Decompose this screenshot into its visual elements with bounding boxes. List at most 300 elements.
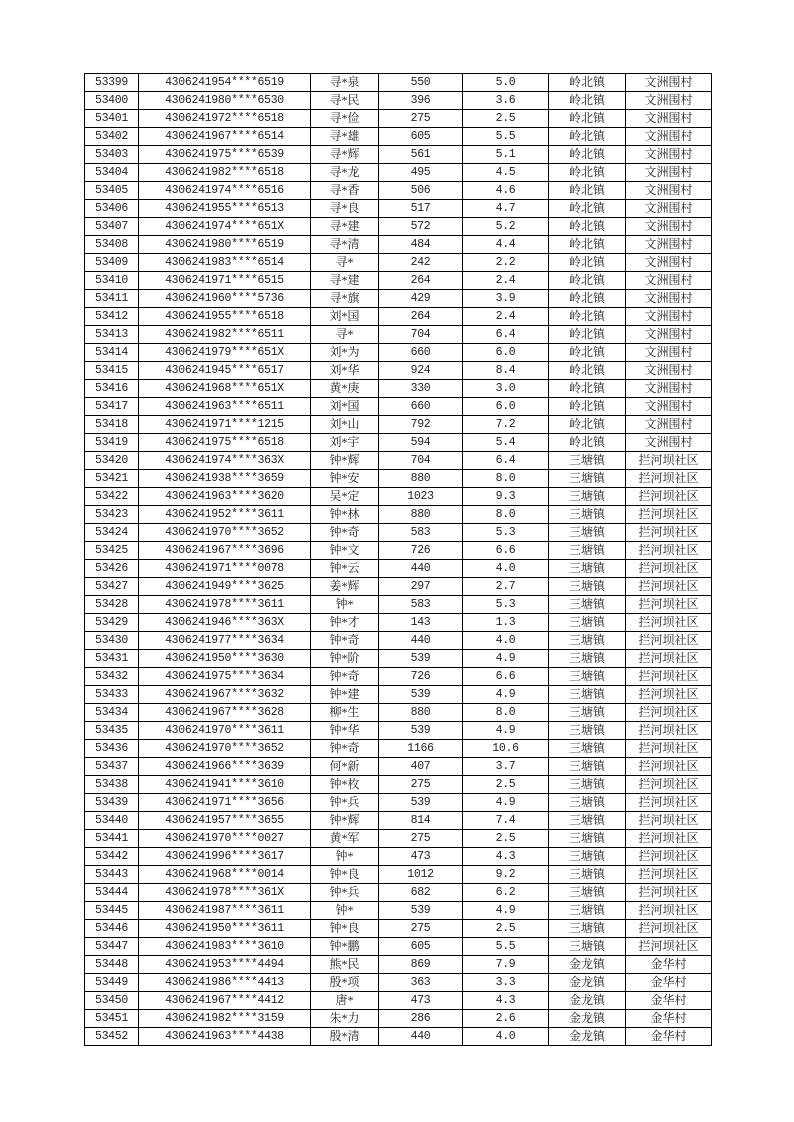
village-cell: 文洲围村 — [626, 146, 712, 164]
amount-cell: 264 — [379, 272, 463, 290]
table-row — [85, 686, 712, 704]
town-cell: 三塘镇 — [549, 632, 626, 650]
row-number-cell: 53434 — [85, 704, 139, 722]
village-cell: 金华村 — [626, 974, 712, 992]
town-cell: 三塘镇 — [549, 704, 626, 722]
person-name-cell: 寻* — [311, 254, 379, 272]
row-number-cell: 53416 — [85, 380, 139, 398]
value-cell: 2.5 — [463, 830, 549, 848]
row-number-cell: 53426 — [85, 560, 139, 578]
value-cell: 2.5 — [463, 920, 549, 938]
person-name-cell: 寻*雄 — [311, 128, 379, 146]
town-cell: 三塘镇 — [549, 794, 626, 812]
village-cell: 拦河坝社区 — [626, 524, 712, 542]
person-name-cell: 寻*良 — [311, 200, 379, 218]
id-number-cell: 4306241945****6517 — [139, 362, 311, 380]
amount-cell: 363 — [379, 974, 463, 992]
village-cell: 文洲围村 — [626, 416, 712, 434]
table-row — [85, 938, 712, 956]
value-cell: 7.2 — [463, 416, 549, 434]
row-number-cell: 53421 — [85, 470, 139, 488]
row-number-cell: 53436 — [85, 740, 139, 758]
person-name-cell: 寻*泉 — [311, 74, 379, 92]
row-number-cell: 53438 — [85, 776, 139, 794]
value-cell: 3.0 — [463, 380, 549, 398]
person-name-cell: 钟*阶 — [311, 650, 379, 668]
id-number-cell: 4306241960****5736 — [139, 290, 311, 308]
id-number-cell: 4306241987****3611 — [139, 902, 311, 920]
village-cell: 拦河坝社区 — [626, 488, 712, 506]
row-number-cell: 53417 — [85, 398, 139, 416]
id-number-cell: 4306241967****4412 — [139, 992, 311, 1010]
amount-cell: 440 — [379, 1028, 463, 1046]
value-cell: 4.3 — [463, 992, 549, 1010]
person-name-cell: 钟*华 — [311, 722, 379, 740]
table-row — [85, 92, 712, 110]
town-cell: 岭北镇 — [549, 290, 626, 308]
person-name-cell: 钟*安 — [311, 470, 379, 488]
village-cell: 拦河坝社区 — [626, 722, 712, 740]
person-name-cell: 钟* — [311, 596, 379, 614]
village-cell: 拦河坝社区 — [626, 758, 712, 776]
table-row — [85, 164, 712, 182]
id-number-cell: 4306241977****3634 — [139, 632, 311, 650]
town-cell: 三塘镇 — [549, 686, 626, 704]
value-cell: 8.0 — [463, 470, 549, 488]
amount-cell: 561 — [379, 146, 463, 164]
value-cell: 4.0 — [463, 560, 549, 578]
value-cell: 4.6 — [463, 182, 549, 200]
table-row — [85, 218, 712, 236]
table-row — [85, 758, 712, 776]
person-name-cell: 寻* — [311, 326, 379, 344]
row-number-cell: 53405 — [85, 182, 139, 200]
village-cell: 文洲围村 — [626, 308, 712, 326]
town-cell: 三塘镇 — [549, 578, 626, 596]
row-number-cell: 53410 — [85, 272, 139, 290]
town-cell: 岭北镇 — [549, 146, 626, 164]
amount-cell: 143 — [379, 614, 463, 632]
row-number-cell: 53407 — [85, 218, 139, 236]
value-cell: 4.9 — [463, 686, 549, 704]
value-cell: 6.4 — [463, 326, 549, 344]
person-name-cell: 殷*项 — [311, 974, 379, 992]
amount-cell: 583 — [379, 524, 463, 542]
town-cell: 三塘镇 — [549, 722, 626, 740]
person-name-cell: 钟*兵 — [311, 884, 379, 902]
town-cell: 岭北镇 — [549, 128, 626, 146]
id-number-cell: 4306241950****3611 — [139, 920, 311, 938]
village-cell: 拦河坝社区 — [626, 632, 712, 650]
amount-cell: 429 — [379, 290, 463, 308]
village-cell: 拦河坝社区 — [626, 794, 712, 812]
table-row — [85, 704, 712, 722]
amount-cell: 814 — [379, 812, 463, 830]
id-number-cell: 4306241978****361X — [139, 884, 311, 902]
town-cell: 三塘镇 — [549, 506, 626, 524]
person-name-cell: 唐* — [311, 992, 379, 1010]
town-cell: 岭北镇 — [549, 308, 626, 326]
person-name-cell: 黄*军 — [311, 830, 379, 848]
amount-cell: 572 — [379, 218, 463, 236]
row-number-cell: 53414 — [85, 344, 139, 362]
village-cell: 文洲围村 — [626, 200, 712, 218]
amount-cell: 550 — [379, 74, 463, 92]
village-cell: 文洲围村 — [626, 218, 712, 236]
person-name-cell: 熊*民 — [311, 956, 379, 974]
village-cell: 拦河坝社区 — [626, 866, 712, 884]
table-row — [85, 866, 712, 884]
person-name-cell: 钟*辉 — [311, 452, 379, 470]
town-cell: 三塘镇 — [549, 470, 626, 488]
value-cell: 4.9 — [463, 722, 549, 740]
row-number-cell: 53412 — [85, 308, 139, 326]
village-cell: 拦河坝社区 — [626, 542, 712, 560]
town-cell: 岭北镇 — [549, 110, 626, 128]
id-number-cell: 4306241954****6519 — [139, 74, 311, 92]
id-number-cell: 4306241982****3159 — [139, 1010, 311, 1028]
row-number-cell: 53404 — [85, 164, 139, 182]
person-name-cell: 刘*山 — [311, 416, 379, 434]
town-cell: 三塘镇 — [549, 776, 626, 794]
town-cell: 岭北镇 — [549, 200, 626, 218]
id-number-cell: 4306241971****0078 — [139, 560, 311, 578]
table-row — [85, 920, 712, 938]
amount-cell: 539 — [379, 902, 463, 920]
amount-cell: 473 — [379, 848, 463, 866]
table-row — [85, 344, 712, 362]
village-cell: 拦河坝社区 — [626, 686, 712, 704]
row-number-cell: 53400 — [85, 92, 139, 110]
person-name-cell: 柳*生 — [311, 704, 379, 722]
person-name-cell: 钟* — [311, 848, 379, 866]
town-cell: 岭北镇 — [549, 164, 626, 182]
town-cell: 金龙镇 — [549, 1028, 626, 1046]
amount-cell: 1166 — [379, 740, 463, 758]
village-cell: 拦河坝社区 — [626, 920, 712, 938]
table-row — [85, 596, 712, 614]
id-number-cell: 4306241975****6539 — [139, 146, 311, 164]
town-cell: 金龙镇 — [549, 956, 626, 974]
row-number-cell: 53433 — [85, 686, 139, 704]
row-number-cell: 53423 — [85, 506, 139, 524]
row-number-cell: 53441 — [85, 830, 139, 848]
table-row — [85, 902, 712, 920]
town-cell: 三塘镇 — [549, 560, 626, 578]
village-cell: 拦河坝社区 — [626, 848, 712, 866]
row-number-cell: 53430 — [85, 632, 139, 650]
town-cell: 岭北镇 — [549, 92, 626, 110]
table-row — [85, 308, 712, 326]
town-cell: 岭北镇 — [549, 398, 626, 416]
id-number-cell: 4306241982****6518 — [139, 164, 311, 182]
amount-cell: 440 — [379, 560, 463, 578]
value-cell: 3.9 — [463, 290, 549, 308]
id-number-cell: 4306241967****3632 — [139, 686, 311, 704]
town-cell: 岭北镇 — [549, 218, 626, 236]
person-name-cell: 寻*旗 — [311, 290, 379, 308]
amount-cell: 539 — [379, 794, 463, 812]
id-number-cell: 4306241974****651X — [139, 218, 311, 236]
row-number-cell: 53399 — [85, 74, 139, 92]
town-cell: 金龙镇 — [549, 974, 626, 992]
town-cell: 三塘镇 — [549, 524, 626, 542]
id-number-cell: 4306241975****3634 — [139, 668, 311, 686]
id-number-cell: 4306241980****6530 — [139, 92, 311, 110]
value-cell: 3.3 — [463, 974, 549, 992]
table-row — [85, 1010, 712, 1028]
row-number-cell: 53444 — [85, 884, 139, 902]
row-number-cell: 53428 — [85, 596, 139, 614]
amount-cell: 242 — [379, 254, 463, 272]
value-cell: 9.2 — [463, 866, 549, 884]
table-row — [85, 740, 712, 758]
id-number-cell: 4306241972****6518 — [139, 110, 311, 128]
person-name-cell: 钟*良 — [311, 920, 379, 938]
table-row — [85, 632, 712, 650]
person-name-cell: 钟*辉 — [311, 812, 379, 830]
id-number-cell: 4306241970****3652 — [139, 740, 311, 758]
person-name-cell: 钟*枚 — [311, 776, 379, 794]
amount-cell: 539 — [379, 686, 463, 704]
value-cell: 2.5 — [463, 776, 549, 794]
value-cell: 8.0 — [463, 506, 549, 524]
table-row — [85, 182, 712, 200]
town-cell: 三塘镇 — [549, 884, 626, 902]
village-cell: 文洲围村 — [626, 254, 712, 272]
person-name-cell: 钟*兵 — [311, 794, 379, 812]
row-number-cell: 53406 — [85, 200, 139, 218]
row-number-cell: 53447 — [85, 938, 139, 956]
id-number-cell: 4306241955****6518 — [139, 308, 311, 326]
person-name-cell: 朱*力 — [311, 1010, 379, 1028]
row-number-cell: 53408 — [85, 236, 139, 254]
table-row — [85, 362, 712, 380]
village-cell: 拦河坝社区 — [626, 614, 712, 632]
table-row — [85, 470, 712, 488]
person-name-cell: 寻*清 — [311, 236, 379, 254]
town-cell: 三塘镇 — [549, 668, 626, 686]
table-row — [85, 326, 712, 344]
row-number-cell: 53413 — [85, 326, 139, 344]
value-cell: 9.3 — [463, 488, 549, 506]
value-cell: 1.3 — [463, 614, 549, 632]
amount-cell: 275 — [379, 830, 463, 848]
person-name-cell: 寻*民 — [311, 92, 379, 110]
person-name-cell: 刘*为 — [311, 344, 379, 362]
id-number-cell: 4306241978****3611 — [139, 596, 311, 614]
value-cell: 7.9 — [463, 956, 549, 974]
town-cell: 三塘镇 — [549, 542, 626, 560]
town-cell: 金龙镇 — [549, 992, 626, 1010]
person-name-cell: 姜*辉 — [311, 578, 379, 596]
town-cell: 三塘镇 — [549, 920, 626, 938]
table-row — [85, 830, 712, 848]
town-cell: 三塘镇 — [549, 488, 626, 506]
id-number-cell: 4306241983****6514 — [139, 254, 311, 272]
table-row — [85, 488, 712, 506]
row-number-cell: 53450 — [85, 992, 139, 1010]
amount-cell: 517 — [379, 200, 463, 218]
village-cell: 文洲围村 — [626, 290, 712, 308]
town-cell: 三塘镇 — [549, 452, 626, 470]
value-cell: 5.5 — [463, 128, 549, 146]
id-number-cell: 4306241980****6519 — [139, 236, 311, 254]
table-row — [85, 668, 712, 686]
person-name-cell: 何*新 — [311, 758, 379, 776]
town-cell: 三塘镇 — [549, 812, 626, 830]
town-cell: 三塘镇 — [549, 650, 626, 668]
town-cell: 三塘镇 — [549, 596, 626, 614]
id-number-cell: 4306241982****6511 — [139, 326, 311, 344]
village-cell: 拦河坝社区 — [626, 506, 712, 524]
row-number-cell: 53451 — [85, 1010, 139, 1028]
table-row — [85, 452, 712, 470]
table-row — [85, 794, 712, 812]
amount-cell: 1012 — [379, 866, 463, 884]
person-name-cell: 寻*俭 — [311, 110, 379, 128]
records-table-body — [85, 74, 712, 1046]
town-cell: 岭北镇 — [549, 254, 626, 272]
town-cell: 三塘镇 — [549, 848, 626, 866]
town-cell: 金龙镇 — [549, 1010, 626, 1028]
village-cell: 拦河坝社区 — [626, 884, 712, 902]
amount-cell: 286 — [379, 1010, 463, 1028]
value-cell: 4.7 — [463, 200, 549, 218]
id-number-cell: 4306241952****3611 — [139, 506, 311, 524]
amount-cell: 880 — [379, 506, 463, 524]
town-cell: 岭北镇 — [549, 236, 626, 254]
id-number-cell: 4306241963****4438 — [139, 1028, 311, 1046]
amount-cell: 440 — [379, 632, 463, 650]
table-row — [85, 380, 712, 398]
row-number-cell: 53439 — [85, 794, 139, 812]
amount-cell: 726 — [379, 668, 463, 686]
town-cell: 三塘镇 — [549, 902, 626, 920]
person-name-cell: 寻*龙 — [311, 164, 379, 182]
amount-cell: 880 — [379, 470, 463, 488]
town-cell: 三塘镇 — [549, 866, 626, 884]
id-number-cell: 4306241971****3656 — [139, 794, 311, 812]
person-name-cell: 寻*辉 — [311, 146, 379, 164]
value-cell: 2.2 — [463, 254, 549, 272]
id-number-cell: 4306241975****6518 — [139, 434, 311, 452]
value-cell: 6.0 — [463, 344, 549, 362]
town-cell: 岭北镇 — [549, 362, 626, 380]
value-cell: 2.5 — [463, 110, 549, 128]
amount-cell: 924 — [379, 362, 463, 380]
village-cell: 拦河坝社区 — [626, 812, 712, 830]
amount-cell: 264 — [379, 308, 463, 326]
amount-cell: 726 — [379, 542, 463, 560]
row-number-cell: 53427 — [85, 578, 139, 596]
value-cell: 4.4 — [463, 236, 549, 254]
id-number-cell: 4306241971****1215 — [139, 416, 311, 434]
table-row — [85, 416, 712, 434]
person-name-cell: 刘*宇 — [311, 434, 379, 452]
row-number-cell: 53415 — [85, 362, 139, 380]
village-cell: 拦河坝社区 — [626, 740, 712, 758]
id-number-cell: 4306241979****651X — [139, 344, 311, 362]
table-row — [85, 110, 712, 128]
village-cell: 文洲围村 — [626, 92, 712, 110]
village-cell: 拦河坝社区 — [626, 578, 712, 596]
id-number-cell: 4306241974****363X — [139, 452, 311, 470]
value-cell: 8.4 — [463, 362, 549, 380]
id-number-cell: 4306241968****0014 — [139, 866, 311, 884]
row-number-cell: 53425 — [85, 542, 139, 560]
row-number-cell: 53422 — [85, 488, 139, 506]
row-number-cell: 53402 — [85, 128, 139, 146]
town-cell: 岭北镇 — [549, 326, 626, 344]
person-name-cell: 刘*国 — [311, 308, 379, 326]
value-cell: 5.0 — [463, 74, 549, 92]
village-cell: 拦河坝社区 — [626, 650, 712, 668]
table-row — [85, 200, 712, 218]
amount-cell: 792 — [379, 416, 463, 434]
value-cell: 5.3 — [463, 596, 549, 614]
row-number-cell: 53424 — [85, 524, 139, 542]
village-cell: 拦河坝社区 — [626, 560, 712, 578]
village-cell: 拦河坝社区 — [626, 596, 712, 614]
person-name-cell: 寻*建 — [311, 218, 379, 236]
value-cell: 6.6 — [463, 668, 549, 686]
village-cell: 文洲围村 — [626, 380, 712, 398]
amount-cell: 704 — [379, 326, 463, 344]
town-cell: 岭北镇 — [549, 74, 626, 92]
town-cell: 三塘镇 — [549, 614, 626, 632]
table-row — [85, 776, 712, 794]
village-cell: 文洲围村 — [626, 344, 712, 362]
person-name-cell: 钟*奇 — [311, 740, 379, 758]
town-cell: 三塘镇 — [549, 740, 626, 758]
row-number-cell: 53440 — [85, 812, 139, 830]
person-name-cell: 刘*华 — [311, 362, 379, 380]
village-cell: 文洲围村 — [626, 434, 712, 452]
id-number-cell: 4306241986****4413 — [139, 974, 311, 992]
amount-cell: 682 — [379, 884, 463, 902]
amount-cell: 275 — [379, 110, 463, 128]
town-cell: 岭北镇 — [549, 416, 626, 434]
value-cell: 6.6 — [463, 542, 549, 560]
value-cell: 5.5 — [463, 938, 549, 956]
id-number-cell: 4306241963****3620 — [139, 488, 311, 506]
amount-cell: 660 — [379, 344, 463, 362]
row-number-cell: 53403 — [85, 146, 139, 164]
value-cell: 4.3 — [463, 848, 549, 866]
table-row — [85, 74, 712, 92]
town-cell: 三塘镇 — [549, 830, 626, 848]
village-cell: 文洲围村 — [626, 164, 712, 182]
id-number-cell: 4306241946****363X — [139, 614, 311, 632]
table-row — [85, 650, 712, 668]
value-cell: 8.0 — [463, 704, 549, 722]
table-row — [85, 398, 712, 416]
id-number-cell: 4306241974****6516 — [139, 182, 311, 200]
row-number-cell: 53411 — [85, 290, 139, 308]
amount-cell: 539 — [379, 722, 463, 740]
id-number-cell: 4306241968****651X — [139, 380, 311, 398]
value-cell: 6.2 — [463, 884, 549, 902]
value-cell: 3.6 — [463, 92, 549, 110]
id-number-cell: 4306241970****3611 — [139, 722, 311, 740]
id-number-cell: 4306241970****3652 — [139, 524, 311, 542]
row-number-cell: 53448 — [85, 956, 139, 974]
table-row — [85, 992, 712, 1010]
village-cell: 金华村 — [626, 992, 712, 1010]
value-cell: 5.1 — [463, 146, 549, 164]
village-cell: 金华村 — [626, 1010, 712, 1028]
